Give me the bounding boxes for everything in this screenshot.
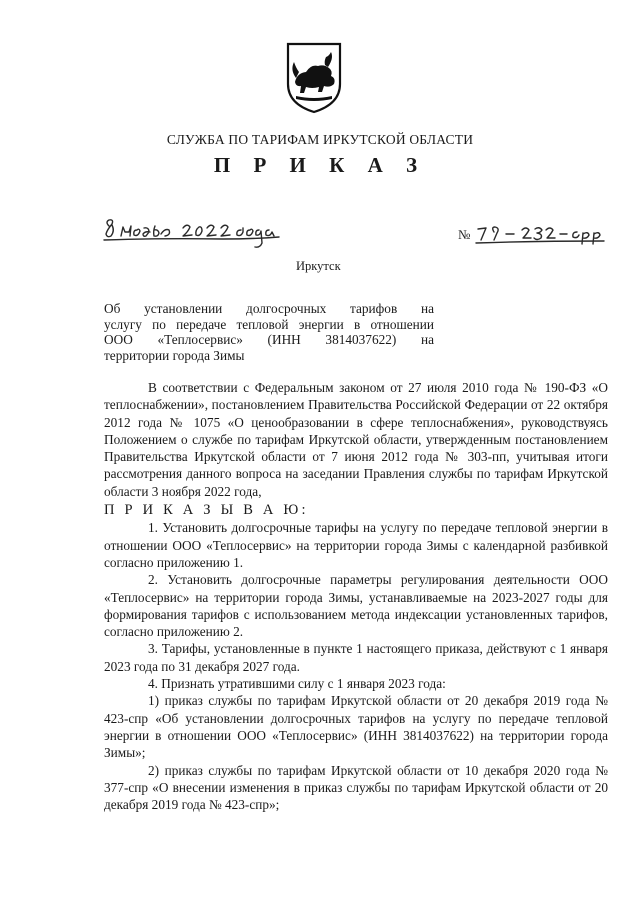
order-subject [104,301,434,363]
item-4-paragraph: 4. Признать утратившими силу с 1 января 2023 года: [148,676,446,692]
order-number [458,222,608,248]
city-name: Иркутск [296,259,341,273]
subject-line: Об установлении долгосрочных тарифов на [104,301,434,316]
agency-name: СЛУЖБА ПО ТАРИФАМ ИРКУТСКОЙ ОБЛАСТИ [166,132,474,147]
subject-line: услугу по передаче тепловой энергии в отношении [104,316,434,332]
item-2-paragraph: 2. Установить долгосрочные параметры регулирования деятельности ООО «Теплосервис» на территории города Зимы, устанавливаемые на 2023-2027 годы для формирования тарифов с использованием метода индексации установленных тарифов, согласно приложению 2. [104,572,608,640]
handwritten-order-number [474,222,608,248]
coat-of-arms-icon [284,40,344,114]
item-4-1-paragraph: 1) приказ службы по тарифам Иркутской области от 20 декабря 2019 года № 423-спр «Об установлении долгосрочных тарифов на услугу по передаче тепловой энергии в отношении ООО «Теплосервис» (ИНН 3814037622) на территории города Зимы»; [104,693,608,761]
number-sign: № [458,227,471,242]
document-type-title: П Р И К А З [213,153,427,177]
order-body [104,379,608,813]
subject-line: ООО «Теплосервис» (ИНН 3814037622) на [104,332,434,348]
order-word: П Р И К А З Ы В А Ю: [104,502,309,519]
preamble-paragraph: В соответствии с Федеральным законом от 27 июля 2010 года № 190-ФЗ «О теплоснабжении», постановлением Правительства Российской Федерации от 22 октября 2012 года № 1075 «О ценообразовании в сфере теплоснабжения», руководствуясь Положением о службе по тарифам Иркутской области, утвержденным постановлением Правительства Иркутской области от 7 июня 2012 года № 303-пп, учитывая итоги рассмотрения данного вопроса на заседании Правления службы по тарифам Иркутской области 3 ноября 2022 года, [104,380,608,499]
handwritten-date [103,218,283,252]
subject-line: территории города Зимы [104,347,245,363]
item-1-paragraph: 1. Установить долгосрочные тарифы на услугу по передаче тепловой энергии в отношении ООО «Теплосервис» на территории города Зимы с календарной разбивкой согласно приложению 1. [104,520,608,570]
item-4-2-paragraph: 2) приказ службы по тарифам Иркутской области от 10 декабря 2020 года № 377-спр «О внесении изменения в приказ службы по тарифам Иркутской области от 20 декабря 2019 года № 423-спр»; [104,762,608,813]
item-3-paragraph: 3. Тарифы, установленные в пункте 1 настоящего приказа, действуют с 1 января 2023 года по 31 декабря 2027 года. [104,641,608,674]
